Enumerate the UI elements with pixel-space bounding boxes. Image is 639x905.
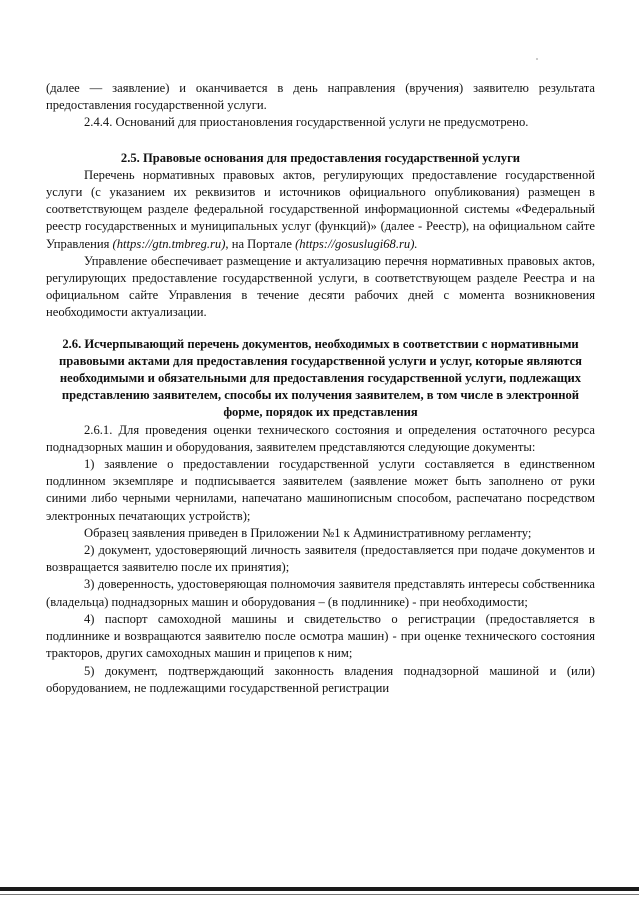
document-page (46, 80, 595, 697)
scan-speck (536, 58, 538, 60)
section-heading-2-5: 2.5. Правовые основания для предоставления государственной услуги (120, 150, 521, 165)
spacer (46, 132, 595, 150)
list-item-2: 2) документ, удостоверяющий личность заявителя (предоставляется при подаче документов и возвращается заявителю после их принятия); (46, 543, 595, 575)
paragraph-text-mid: , на Портале (225, 236, 292, 251)
paragraph-text: Перечень нормативных правовых актов, регулирующих предоставление государственной услуги (с указанием их реквизитов и источников официального опубликования) размещен в соответствующем разделе федеральной государственной информационной системы «Федеральный реестр государственных и муниципальных услуг (функций)» (далее - Реестр), на официальном сайте Управления (46, 167, 595, 251)
page-bottom-edge (0, 887, 639, 891)
list-item-5: 5) документ, подтверждающий законность владения поднадзорной машиной и (или) оборудованием, не подлежащими государственной регистрации (46, 663, 595, 695)
paragraph-continuation: (далее — заявление) и оканчивается в день направления (вручения) заявителю результата предоставления государственной услуги. (46, 81, 595, 113)
page-bottom-edge-shadow (0, 894, 639, 895)
section-heading-2-6: 2.6. Исчерпывающий перечень документов, необходимых в соответствии с нормативными правовыми актами для предоставления государственной услуги и услуг, которые являются необходимыми и обязательными для предоставления государственной услуги, подлежащих представлению заявителем, способы их получения заявителем, в том числе в электронной форме, порядок их представления (59, 336, 582, 420)
link-gosuslugi68: (https://gosuslugi68.ru). (295, 236, 418, 251)
paragraph-2-5-legal-acts (46, 167, 595, 253)
paragraph-2-4-4: 2.4.4. Оснований для приостановления государственной услуги не предусмотрено. (84, 115, 529, 130)
list-item-3: 3) доверенность, удостоверяющая полномочия заявителя представлять интересы собственника (владельца) поднадзорных машин и оборудования – (в подлиннике) - при необходимости; (46, 577, 595, 609)
list-item-1: 1) заявление о предоставлении государственной услуги составляется в единственном подлинном экземпляре и подписывается заявителем (заявление может быть заполнено от руки синими либо черными чернилами, напечатано машинописным способом, распечатано посредством электронных печатающих устройств); (46, 457, 595, 523)
paragraph-2-6-1: 2.6.1. Для проведения оценки технического состояния и определения остаточного ресурса поднадзорных машин и оборудования, заявителем представляются следующие документы: (46, 422, 595, 454)
list-item-1-sample-note: Образец заявления приведен в Приложении №1 к Административному регламенту; (84, 525, 532, 540)
list-item-4: 4) паспорт самоходной машины и свидетельство о регистрации (предоставляется в подлиннике и возвращаются заявителю после осмотра машин) - при оценке технического состояния тракторов, других самоходных машин и прицепов к ним; (46, 611, 595, 661)
spacer (46, 322, 595, 336)
link-gtn-tmbreg: (https://gtn.tmbreg.ru) (112, 236, 226, 251)
paragraph-2-5-actualization: Управление обеспечивает размещение и актуализацию перечня нормативных правовых актов, регулирующих предоставление государственной услуги, в соответствующем разделе Реестра и на официальном сайте Управления в течение десяти рабочих дней с момента возникновения необходимости актуализации. (46, 253, 595, 320)
